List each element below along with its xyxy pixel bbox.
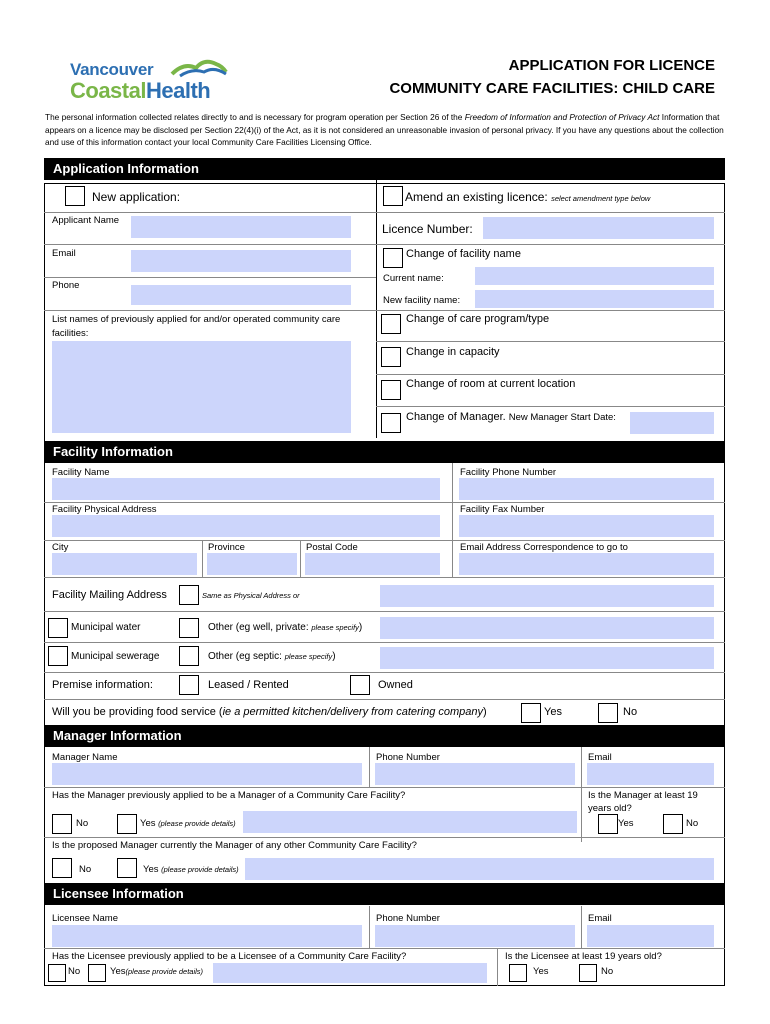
manager-q2-yes-label: Yes (please provide details) — [143, 864, 239, 875]
municipal-sewerage-label: Municipal sewerage — [71, 651, 160, 662]
change-room-label: Change of room at current location — [406, 378, 576, 390]
manager-phone-label: Phone Number — [376, 752, 440, 763]
licensee-name-input[interactable] — [52, 925, 362, 947]
manager-age-no-label: No — [686, 818, 699, 829]
licensee-q1-no-checkbox[interactable] — [48, 964, 66, 982]
fax-label: Facility Fax Number — [460, 504, 545, 515]
facility-name-label: Facility Name — [52, 467, 110, 478]
manager-age-question: Is the Manager at least 19 years old? — [588, 790, 698, 814]
manager-q2-yes-checkbox[interactable] — [117, 858, 137, 878]
email-label: Email — [52, 248, 76, 259]
leased-checkbox[interactable] — [179, 675, 199, 695]
manager-q1: Has the Manager previously applied to be a Manager of a Community Care Facility? — [52, 790, 406, 801]
manager-age-yes-label: Yes — [618, 818, 634, 829]
postal-code-label: Postal Code — [306, 542, 358, 553]
divider — [44, 699, 725, 700]
licensee-q1: Has the Licensee previously applied to be a Licensee of a Community Care Facility? — [52, 951, 407, 962]
manager-email-input[interactable] — [587, 763, 714, 785]
licensee-q1-yes-checkbox[interactable] — [88, 964, 106, 982]
manager-age-no-checkbox[interactable] — [663, 814, 683, 834]
manager-q1-details-input[interactable] — [243, 811, 577, 833]
section-facility-header: Facility Information — [44, 441, 725, 463]
divider — [44, 787, 725, 788]
same-as-physical-checkbox[interactable] — [179, 585, 199, 605]
change-manager-checkbox[interactable] — [381, 413, 401, 433]
divider — [376, 406, 725, 407]
food-yes-checkbox[interactable] — [521, 703, 541, 723]
municipal-water-checkbox[interactable] — [48, 618, 68, 638]
licensee-age-question: Is the Licensee at least 19 years old? — [505, 951, 662, 962]
facility-phone-label: Facility Phone Number — [460, 467, 557, 478]
licensee-q1-details-input[interactable] — [213, 963, 487, 983]
current-name-input[interactable] — [475, 267, 714, 285]
applicant-name-label: Applicant Name — [52, 215, 120, 226]
fax-input[interactable] — [459, 515, 714, 537]
licensee-age-yes-label: Yes — [533, 966, 549, 977]
new-facility-name-label: New facility name: — [383, 295, 461, 306]
divider — [44, 310, 725, 311]
province-label: Province — [208, 542, 245, 553]
divider — [44, 577, 725, 578]
other-water-label: Other (eg well, private: please specify) — [208, 622, 363, 633]
food-service-question: Will you be providing food service (ie a permitted kitchen/delivery from catering company) — [52, 706, 487, 718]
manager-q2-no-checkbox[interactable] — [52, 858, 72, 878]
new-facility-name-input[interactable] — [475, 290, 714, 308]
divider — [300, 540, 301, 577]
municipal-water-label: Municipal water — [71, 622, 141, 633]
divider — [44, 948, 725, 949]
postal-code-input[interactable] — [305, 553, 440, 575]
divider — [581, 747, 582, 842]
manager-q1-no-checkbox[interactable] — [52, 814, 72, 834]
licensee-age-no-checkbox[interactable] — [579, 964, 597, 982]
manager-age-yes-checkbox[interactable] — [598, 814, 618, 834]
amend-licence-label: Amend an existing licence: select amendment type below — [405, 190, 651, 204]
logo-line1: Vancouver — [70, 60, 154, 79]
leased-label: Leased / Rented — [208, 679, 289, 691]
email-correspondence-label: Email Address Correspondence to go to — [460, 542, 628, 553]
divider — [44, 212, 725, 213]
divider — [376, 244, 725, 245]
divider — [44, 502, 725, 503]
other-septic-label: Other (eg septic: please specify) — [208, 651, 336, 662]
licensee-age-yes-checkbox[interactable] — [509, 964, 527, 982]
city-input[interactable] — [52, 553, 197, 575]
divider — [376, 341, 725, 342]
phone-input[interactable] — [131, 285, 351, 305]
logo-line2: CoastalHealth — [70, 78, 211, 103]
section-licensee-header: Licensee Information — [44, 883, 725, 905]
change-room-checkbox[interactable] — [381, 380, 401, 400]
licence-number-input[interactable] — [483, 217, 714, 239]
previous-facilities-label: List names of previously applied for and/or operated community care facilities: — [52, 314, 341, 339]
divider — [452, 463, 453, 577]
municipal-sewerage-checkbox[interactable] — [48, 646, 68, 666]
food-yes-label: Yes — [544, 706, 562, 718]
divider — [44, 611, 725, 612]
privacy-notice: The personal information collected relates directly to and is necessary for program operation per Section 26 of the Freedom of Information and Protection of Privacy Act Information that appears on a licence may be disclosed per Section 22(4)(i) of the Act, as it is not considered an unreasonable invasion of personal privacy. If you have any questions about the collection and use of this information contact your local Community Care Facilities Licensing Office. — [45, 112, 724, 147]
owned-checkbox[interactable] — [350, 675, 370, 695]
licensee-name-label: Licensee Name — [52, 913, 119, 924]
divider — [44, 540, 725, 541]
mailing-address-label: Facility Mailing Address — [52, 589, 167, 601]
phone-label: Phone — [52, 280, 80, 291]
divider — [497, 948, 498, 986]
divider — [44, 672, 725, 673]
manager-phone-input[interactable] — [375, 763, 575, 785]
divider — [369, 906, 370, 948]
manager-q2: Is the proposed Manager currently the Manager of any other Community Care Facility? — [52, 840, 417, 851]
form-title-line1: APPLICATION FOR LICENCE — [508, 57, 715, 74]
manager-email-label: Email — [588, 752, 612, 763]
other-septic-checkbox[interactable] — [179, 646, 199, 666]
manager-q2-no-label: No — [79, 864, 92, 875]
change-program-label: Change of care program/type — [406, 313, 550, 325]
licensee-email-input[interactable] — [587, 925, 714, 947]
new-application-checkbox[interactable] — [65, 186, 85, 206]
other-septic-input[interactable] — [380, 647, 714, 669]
previous-facilities-textarea[interactable] — [52, 341, 351, 433]
applicant-name-input[interactable] — [131, 216, 351, 238]
change-capacity-label: Change in capacity — [406, 346, 500, 358]
licence-number-label: Licence Number: — [382, 222, 473, 236]
amend-licence-checkbox[interactable] — [383, 186, 403, 206]
manager-q1-yes-checkbox[interactable] — [117, 814, 137, 834]
email-correspondence-input[interactable] — [459, 553, 714, 575]
change-facility-name-label: Change of facility name — [406, 248, 521, 260]
food-no-checkbox[interactable] — [598, 703, 618, 723]
other-water-checkbox[interactable] — [179, 618, 199, 638]
licensee-email-label: Email — [588, 913, 612, 924]
email-input[interactable] — [131, 250, 351, 272]
province-input[interactable] — [207, 553, 297, 575]
licensee-phone-label: Phone Number — [376, 913, 440, 924]
divider — [376, 374, 725, 375]
same-as-physical-label: Same as Physical Address or — [202, 591, 300, 600]
physical-address-input[interactable] — [52, 515, 440, 537]
licensee-phone-input[interactable] — [375, 925, 575, 947]
divider — [581, 906, 582, 948]
manager-q1-yes-label: Yes (please provide details) — [140, 818, 236, 829]
current-name-label: Current name: — [383, 273, 444, 284]
divider — [44, 277, 376, 278]
manager-name-label: Manager Name — [52, 752, 118, 763]
licensee-q1-no-label: No — [68, 966, 81, 977]
new-application-label: New application: — [92, 190, 181, 204]
licensee-q1-yes-label: Yes(please provide details) — [110, 966, 204, 977]
physical-address-label: Facility Physical Address — [52, 504, 157, 515]
change-capacity-checkbox[interactable] — [381, 347, 401, 367]
other-water-input[interactable] — [380, 617, 714, 639]
divider — [44, 837, 725, 838]
divider — [369, 747, 370, 787]
mailing-address-input[interactable] — [380, 585, 714, 607]
food-no-label: No — [623, 706, 638, 718]
divider — [44, 244, 376, 245]
mountain-icon — [170, 56, 228, 78]
facility-phone-input[interactable] — [459, 478, 714, 500]
city-label: City — [52, 542, 69, 553]
facility-name-input[interactable] — [52, 478, 440, 500]
vch-logo — [70, 56, 230, 104]
divider — [44, 642, 725, 643]
section-manager-header: Manager Information — [44, 725, 725, 747]
premise-label: Premise information: — [52, 679, 153, 691]
manager-q2-details-input[interactable] — [245, 858, 714, 880]
manager-name-input[interactable] — [52, 763, 362, 785]
change-manager-label: Change of Manager. New Manager Start Date: — [406, 411, 616, 423]
section-application-header: Application Information — [44, 158, 725, 180]
divider — [202, 540, 203, 577]
licensee-age-no-label: No — [601, 966, 614, 977]
divider — [376, 180, 377, 438]
manager-start-date-input[interactable] — [630, 412, 714, 434]
owned-label: Owned — [378, 679, 413, 691]
form-title-line2: COMMUNITY CARE FACILITIES: CHILD CARE — [389, 80, 715, 97]
manager-q1-no-label: No — [76, 818, 89, 829]
change-facility-name-checkbox[interactable] — [383, 248, 403, 268]
change-program-checkbox[interactable] — [381, 314, 401, 334]
